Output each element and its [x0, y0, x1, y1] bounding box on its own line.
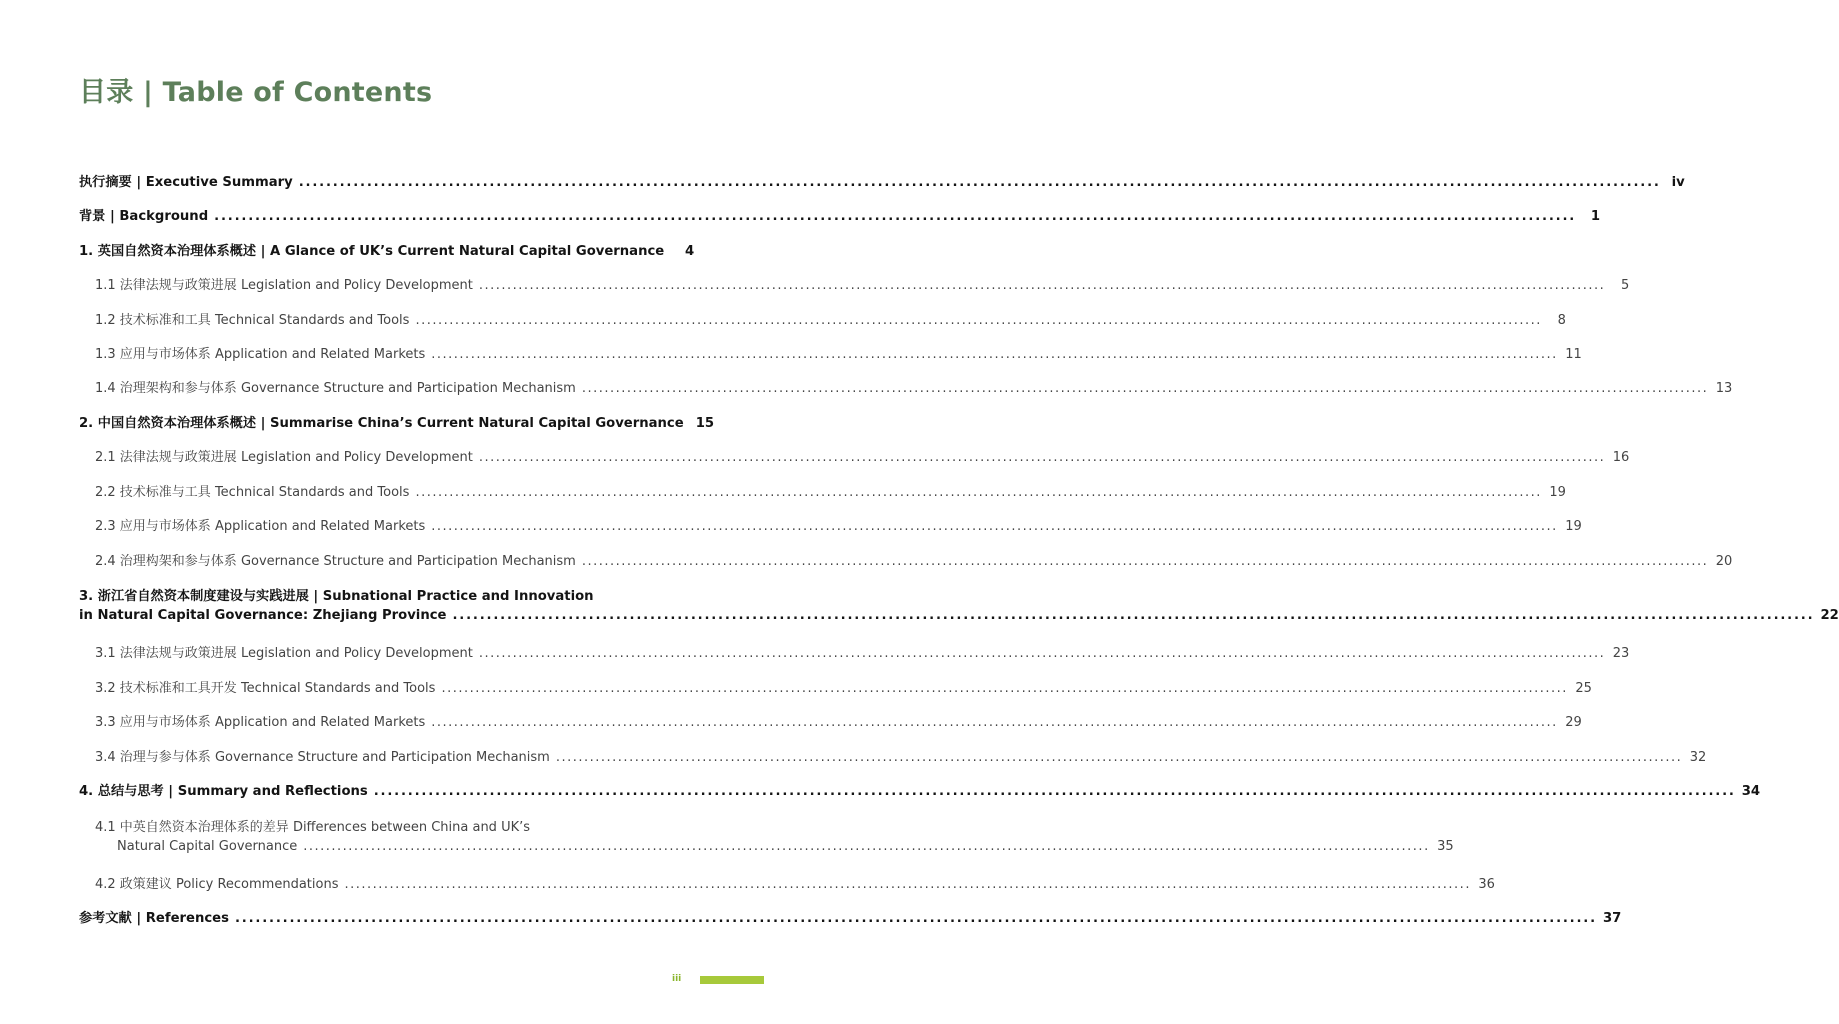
toc-entry-page: 23: [1612, 646, 1630, 661]
toc-entry-label: 1.2 技术标准和工具 Technical Standards and Tools: [95, 313, 410, 328]
footer-page-number: iii: [672, 974, 682, 984]
toc-entry-page: 16: [1612, 450, 1630, 465]
toc-entry-label: 1.1 法律法规与政策进展 Legislation and Policy Development: [95, 278, 473, 293]
dot-leader: ........................................................................................................................................................................................................: [581, 554, 1709, 569]
toc-entry-label: 3.3 应用与市场体系 Application and Related Markets: [95, 715, 426, 730]
toc-entry-chapter-3[interactable]: [79, 608, 1839, 630]
toc-entry-label: 3.1 法律法规与政策进展 Legislation and Policy Development: [95, 646, 473, 661]
dot-leader: ........................................................................................................................................................................................................: [431, 715, 1558, 730]
toc-entry-page: 34: [1741, 784, 1761, 799]
toc-entry-label: 1.3 应用与市场体系 Application and Related Markets: [95, 347, 426, 362]
toc-entry-background[interactable]: [79, 205, 1601, 227]
toc-entry-page: 15: [695, 416, 715, 431]
toc-entry-label: 1. 英国自然资本治理体系概述 | A Glance of UK’s Current Natural Capital Governance: [79, 244, 665, 259]
toc-entry-label: 3.2 技术标准和工具开发 Technical Standards and Tools: [95, 681, 436, 696]
toc-entry-references[interactable]: [79, 907, 1622, 929]
toc-entry-page: 29: [1565, 715, 1582, 730]
page-title: 目录 | Table of Contents: [79, 77, 433, 108]
dot-leader: ........................................................................................................................................................................................................: [298, 175, 1661, 190]
toc-entry-page: 19: [1565, 519, 1582, 534]
dot-leader: ........................................................................................................................................................................................................: [214, 209, 1577, 224]
toc-entry-label: in Natural Capital Governance: Zhejiang Province: [79, 608, 447, 623]
toc-entry-2-1[interactable]: [95, 446, 1630, 468]
toc-entry-label: 2.2 技术标准与工具 Technical Standards and Tools: [95, 485, 410, 500]
toc-entry-1-4[interactable]: [95, 377, 1733, 399]
toc-entry-page: 1: [1590, 209, 1601, 224]
dot-leader: ........................................................................................................................................................................................................: [303, 839, 1430, 854]
toc-entry-page: 5: [1621, 278, 1630, 293]
dot-leader: ........................................................................................................................................................................................................: [478, 278, 1606, 293]
dot-leader: ........................................................................................................................................................................................................: [441, 681, 1568, 696]
toc-entry-page: 25: [1575, 681, 1592, 696]
toc-entry-page: 8: [1557, 313, 1566, 328]
toc-entry-page: 13: [1715, 381, 1733, 396]
toc-entry-page: 37: [1602, 911, 1622, 926]
toc-entry-label: 2.3 应用与市场体系 Application and Related Markets: [95, 519, 426, 534]
toc-entry-chapter-4[interactable]: [79, 780, 1761, 802]
toc-entry-label: 3.4 治理与参与体系 Governance Structure and Participation Mechanism: [95, 750, 550, 765]
toc-entry-3-4[interactable]: [95, 746, 1707, 768]
toc-entry-4-1[interactable]: [117, 839, 1454, 861]
toc-entry-label: 参考文献 | References: [79, 911, 229, 926]
toc-entry-label: 4. 总结与思考 | Summary and Reflections: [79, 784, 368, 799]
toc-entry-page: 22: [1820, 608, 1839, 623]
dot-leader: ........................................................................................................................................................................................................: [431, 347, 1558, 362]
toc-entry-label: 背景 | Background: [79, 209, 209, 224]
toc-entry-4-2[interactable]: [95, 873, 1495, 895]
toc-entry-page: 35: [1437, 839, 1454, 854]
toc-entry-executive-summary[interactable]: [79, 171, 1685, 193]
toc-entry-3-2[interactable]: [95, 677, 1592, 699]
toc-entry-chapter-2[interactable]: [79, 412, 715, 434]
toc-entry-label: 4.2 政策建议 Policy Recommendations: [95, 877, 339, 892]
dot-leader: ........................................................................................................................................................................................................: [415, 485, 1542, 500]
dot-leader: ........................................................................................................................................................................................................: [431, 519, 1558, 534]
toc-entry-2-2[interactable]: [95, 481, 1566, 503]
toc-entry-page: 19: [1549, 485, 1566, 500]
toc-entry-page: 32: [1689, 750, 1707, 765]
toc-entry-page: 36: [1478, 877, 1495, 892]
toc-entry-label: Natural Capital Governance: [117, 839, 298, 854]
toc-entry-label: 执行摘要 | Executive Summary: [79, 175, 293, 190]
footer-accent-bar: [700, 976, 764, 984]
toc-entry-1-2[interactable]: [95, 309, 1566, 331]
toc-entry-3-3[interactable]: [95, 711, 1582, 733]
toc-entry-chapter-3-line1[interactable]: 3. 浙江省自然资本制度建设与实践进展 | Subnational Practice and Innovation: [79, 589, 594, 604]
toc-entry-3-1[interactable]: [95, 642, 1630, 664]
dot-leader: ........................................................................................................................................................................................................: [478, 646, 1606, 661]
toc-entry-chapter-1[interactable]: [79, 240, 695, 262]
toc-entry-label: 2.4 治理构架和参与体系 Governance Structure and Participation Mechanism: [95, 554, 576, 569]
toc-entry-label: 2.1 法律法规与政策进展 Legislation and Policy Development: [95, 450, 473, 465]
dot-leader: ........................................................................................................................................................................................................: [373, 784, 1736, 799]
dot-leader: ........................................................................................................................................................................................................: [415, 313, 1542, 328]
toc-entry-1-1[interactable]: [95, 274, 1630, 296]
dot-leader: ........................................................................................................................................................................................................: [581, 381, 1709, 396]
dot-leader: ........................................................................................................................................................................................................: [452, 608, 1815, 623]
dot-leader: ........................................................................................................................................................................................................: [555, 750, 1683, 765]
dot-leader: ........................................................................................................................................................................................................: [234, 911, 1597, 926]
toc-entry-4-1-line1[interactable]: 4.1 中英自然资本治理体系的差异 Differences between China and UK’s: [95, 820, 531, 835]
toc-entry-page: 11: [1565, 347, 1582, 362]
toc-entry-page: iv: [1671, 175, 1685, 190]
dot-leader: ........................................................................................................................................................................................................: [344, 877, 1471, 892]
dot-leader: ........................................................................................................................................................................................................: [478, 450, 1606, 465]
toc-entry-2-3[interactable]: [95, 515, 1582, 537]
toc-entry-2-4[interactable]: [95, 550, 1733, 572]
toc-entry-label: 2. 中国自然资本治理体系概述 | Summarise China’s Current Natural Capital Governance: [79, 416, 684, 431]
toc-entry-label: 1.4 治理架构和参与体系 Governance Structure and Participation Mechanism: [95, 381, 576, 396]
toc-entry-page: 4: [685, 244, 695, 259]
toc-entry-1-3[interactable]: [95, 343, 1582, 365]
toc-entry-page: 20: [1715, 554, 1733, 569]
